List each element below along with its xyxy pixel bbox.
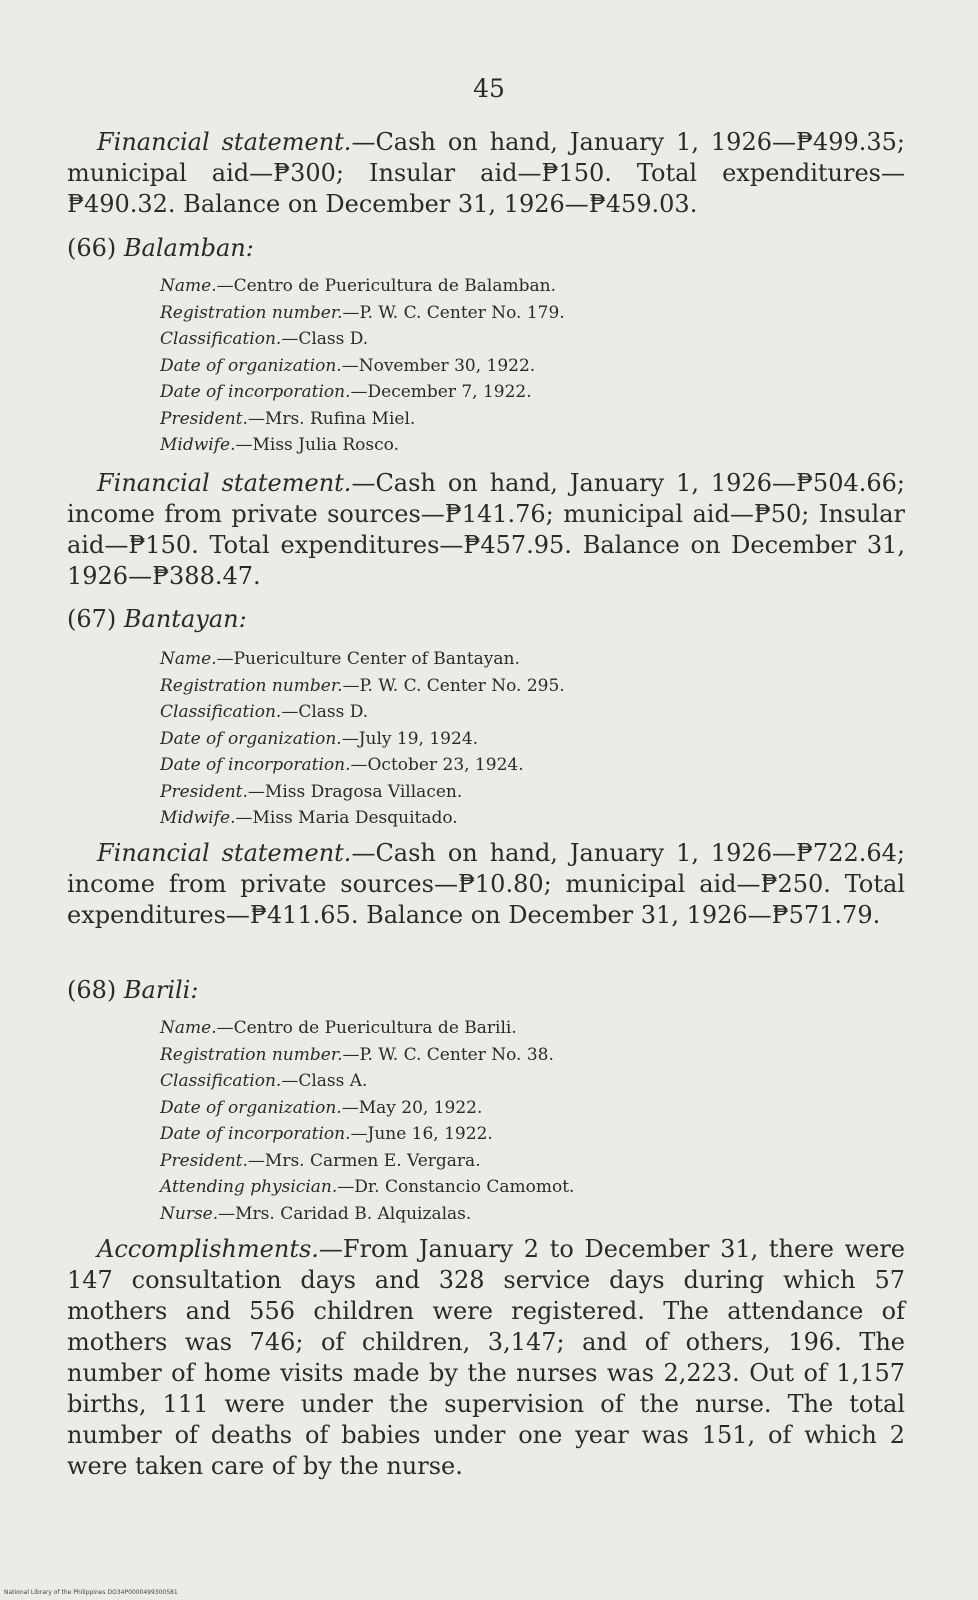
detail-registration-number bbox=[160, 673, 900, 700]
detail-label: Registration number. bbox=[160, 302, 343, 323]
detail-value: —Miss Maria Desquitado. bbox=[235, 808, 458, 828]
detail-classification bbox=[160, 326, 900, 353]
accomplishments-lead: Accomplishments. bbox=[97, 1235, 319, 1263]
footer-watermark: National Library of the Philippines DO34P0000499300581 bbox=[4, 1589, 178, 1596]
detail-midwife bbox=[160, 805, 900, 832]
detail-value: —October 23, 1924. bbox=[350, 755, 524, 775]
detail-value: —May 20, 1922. bbox=[341, 1097, 483, 1118]
section-number: (68) bbox=[67, 976, 117, 1004]
detail-attending-physician bbox=[160, 1174, 900, 1201]
section-title: Barili: bbox=[123, 976, 199, 1004]
detail-name bbox=[160, 646, 900, 673]
detail-label: Nurse. bbox=[160, 1203, 219, 1224]
detail-label: Date of incorporation. bbox=[160, 382, 351, 402]
detail-label: Classification. bbox=[160, 702, 282, 722]
detail-midwife bbox=[160, 432, 900, 459]
bantayan-financial-statement bbox=[67, 838, 905, 931]
detail-president bbox=[160, 779, 900, 806]
detail-label: Date of organization. bbox=[160, 728, 342, 749]
detail-value: —Class A. bbox=[281, 1071, 368, 1091]
detail-registration-number bbox=[160, 300, 900, 327]
detail-classification bbox=[160, 1068, 900, 1095]
detail-label: Name. bbox=[160, 1018, 217, 1038]
detail-president bbox=[160, 406, 900, 433]
detail-registration-number bbox=[160, 1042, 900, 1069]
detail-label: Date of incorporation. bbox=[160, 755, 351, 775]
section-number: (67) bbox=[67, 605, 117, 633]
section-heading-bantayan bbox=[67, 604, 247, 635]
section-number: (66) bbox=[67, 234, 117, 262]
detail-label: Midwife. bbox=[160, 808, 236, 828]
detail-label: Date of organization. bbox=[160, 1097, 342, 1118]
detail-label: Classification. bbox=[160, 329, 282, 349]
detail-label: Classification. bbox=[160, 1071, 282, 1091]
detail-value: —Mrs. Caridad B. Alquizalas. bbox=[218, 1203, 472, 1224]
detail-value: —December 7, 1922. bbox=[350, 382, 532, 402]
detail-date-of-organization bbox=[160, 1095, 900, 1122]
detail-value: —P. W. C. Center No. 179. bbox=[342, 302, 565, 323]
detail-value: —July 19, 1924. bbox=[341, 728, 479, 749]
detail-classification bbox=[160, 699, 900, 726]
intro-financial-statement bbox=[67, 127, 905, 220]
financial-statement-lead: Financial statement. bbox=[97, 839, 352, 867]
detail-value: —June 16, 1922. bbox=[350, 1124, 493, 1144]
detail-name bbox=[160, 273, 900, 300]
detail-nurse bbox=[160, 1201, 900, 1228]
detail-label: Name. bbox=[160, 276, 217, 296]
detail-value: —Centro de Puericultura de Balamban. bbox=[216, 276, 556, 296]
detail-label: Name. bbox=[160, 649, 217, 669]
details-list-balamban bbox=[160, 273, 900, 459]
page-number: 45 bbox=[473, 74, 505, 103]
detail-date-of-incorporation bbox=[160, 752, 900, 779]
section-heading-barili bbox=[67, 975, 198, 1006]
detail-value: —Class D. bbox=[281, 329, 369, 349]
detail-label: Date of organization. bbox=[160, 355, 342, 376]
accomplishments-text: —From January 2 to December 31, there were 147 consultation days and 328 service days during which 57 mothers and 556 children were registered. The attendance of mothers was 746; of children, 3,147; and of others, 196. The number of home visits made by the nurses was 2,223. Out of 1,157 births, 111 were under the supervision of the nurse. The total number of deaths of babies under one year was 151, of which 2 were taken care of by the nurse. bbox=[67, 1235, 905, 1480]
detail-value: —Centro de Puericultura de Barili. bbox=[216, 1018, 517, 1038]
detail-label: Midwife. bbox=[160, 435, 236, 455]
detail-value: —Mrs. Rufina Miel. bbox=[247, 408, 416, 429]
detail-value: —Class D. bbox=[281, 702, 369, 722]
section-title: Bantayan: bbox=[123, 605, 247, 633]
detail-value: —Miss Dragosa Villacen. bbox=[247, 781, 463, 802]
detail-president bbox=[160, 1148, 900, 1175]
detail-date-of-organization bbox=[160, 353, 900, 380]
section-title: Balamban: bbox=[123, 234, 254, 262]
detail-label: Registration number. bbox=[160, 1044, 343, 1065]
financial-statement-lead: Financial statement. bbox=[97, 128, 352, 156]
detail-value: —Mrs. Carmen E. Vergara. bbox=[247, 1150, 481, 1171]
detail-label: Registration number. bbox=[160, 675, 343, 696]
financial-statement-text: —Cash on hand, January 1, 1926—₱722.64; income from private sources—₱10.80; municipal aid—₱250. Total expenditures—₱411.65. Balance on December 31, 1926—₱571.79. bbox=[67, 839, 905, 929]
details-list-bantayan bbox=[160, 646, 900, 832]
balamban-financial-statement bbox=[67, 468, 905, 592]
detail-value: —P. W. C. Center No. 38. bbox=[342, 1044, 554, 1065]
barili-accomplishments bbox=[67, 1234, 905, 1482]
details-list-barili bbox=[160, 1015, 900, 1227]
detail-date-of-organization bbox=[160, 726, 900, 753]
detail-value: —Puericulture Center of Bantayan. bbox=[216, 649, 520, 669]
detail-name bbox=[160, 1015, 900, 1042]
detail-value: —Miss Julia Rosco. bbox=[235, 435, 399, 455]
detail-value: —November 30, 1922. bbox=[341, 355, 536, 376]
detail-label: President. bbox=[160, 781, 248, 802]
financial-statement-text: —Cash on hand, January 1, 1926—₱504.66; income from private sources—₱141.76; municipal aid—₱50; Insular aid—₱150. Total expenditures—₱457.95. Balance on December 31, 1926—₱388.47. bbox=[67, 469, 905, 590]
detail-date-of-incorporation bbox=[160, 1121, 900, 1148]
financial-statement-lead: Financial statement. bbox=[97, 469, 352, 497]
detail-value: —P. W. C. Center No. 295. bbox=[342, 675, 565, 696]
detail-label: Attending physician. bbox=[160, 1177, 338, 1197]
financial-statement-text: —Cash on hand, January 1, 1926—₱499.35; municipal aid—₱300; Insular aid—₱150. Total expenditures—₱490.32. Balance on December 31, 1926—₱459.03. bbox=[67, 128, 905, 218]
detail-date-of-incorporation bbox=[160, 379, 900, 406]
detail-value: —Dr. Constancio Camomot. bbox=[337, 1177, 575, 1197]
detail-label: Date of incorporation. bbox=[160, 1124, 351, 1144]
detail-label: President. bbox=[160, 1150, 248, 1171]
detail-label: President. bbox=[160, 408, 248, 429]
section-heading-balamban bbox=[67, 233, 254, 264]
